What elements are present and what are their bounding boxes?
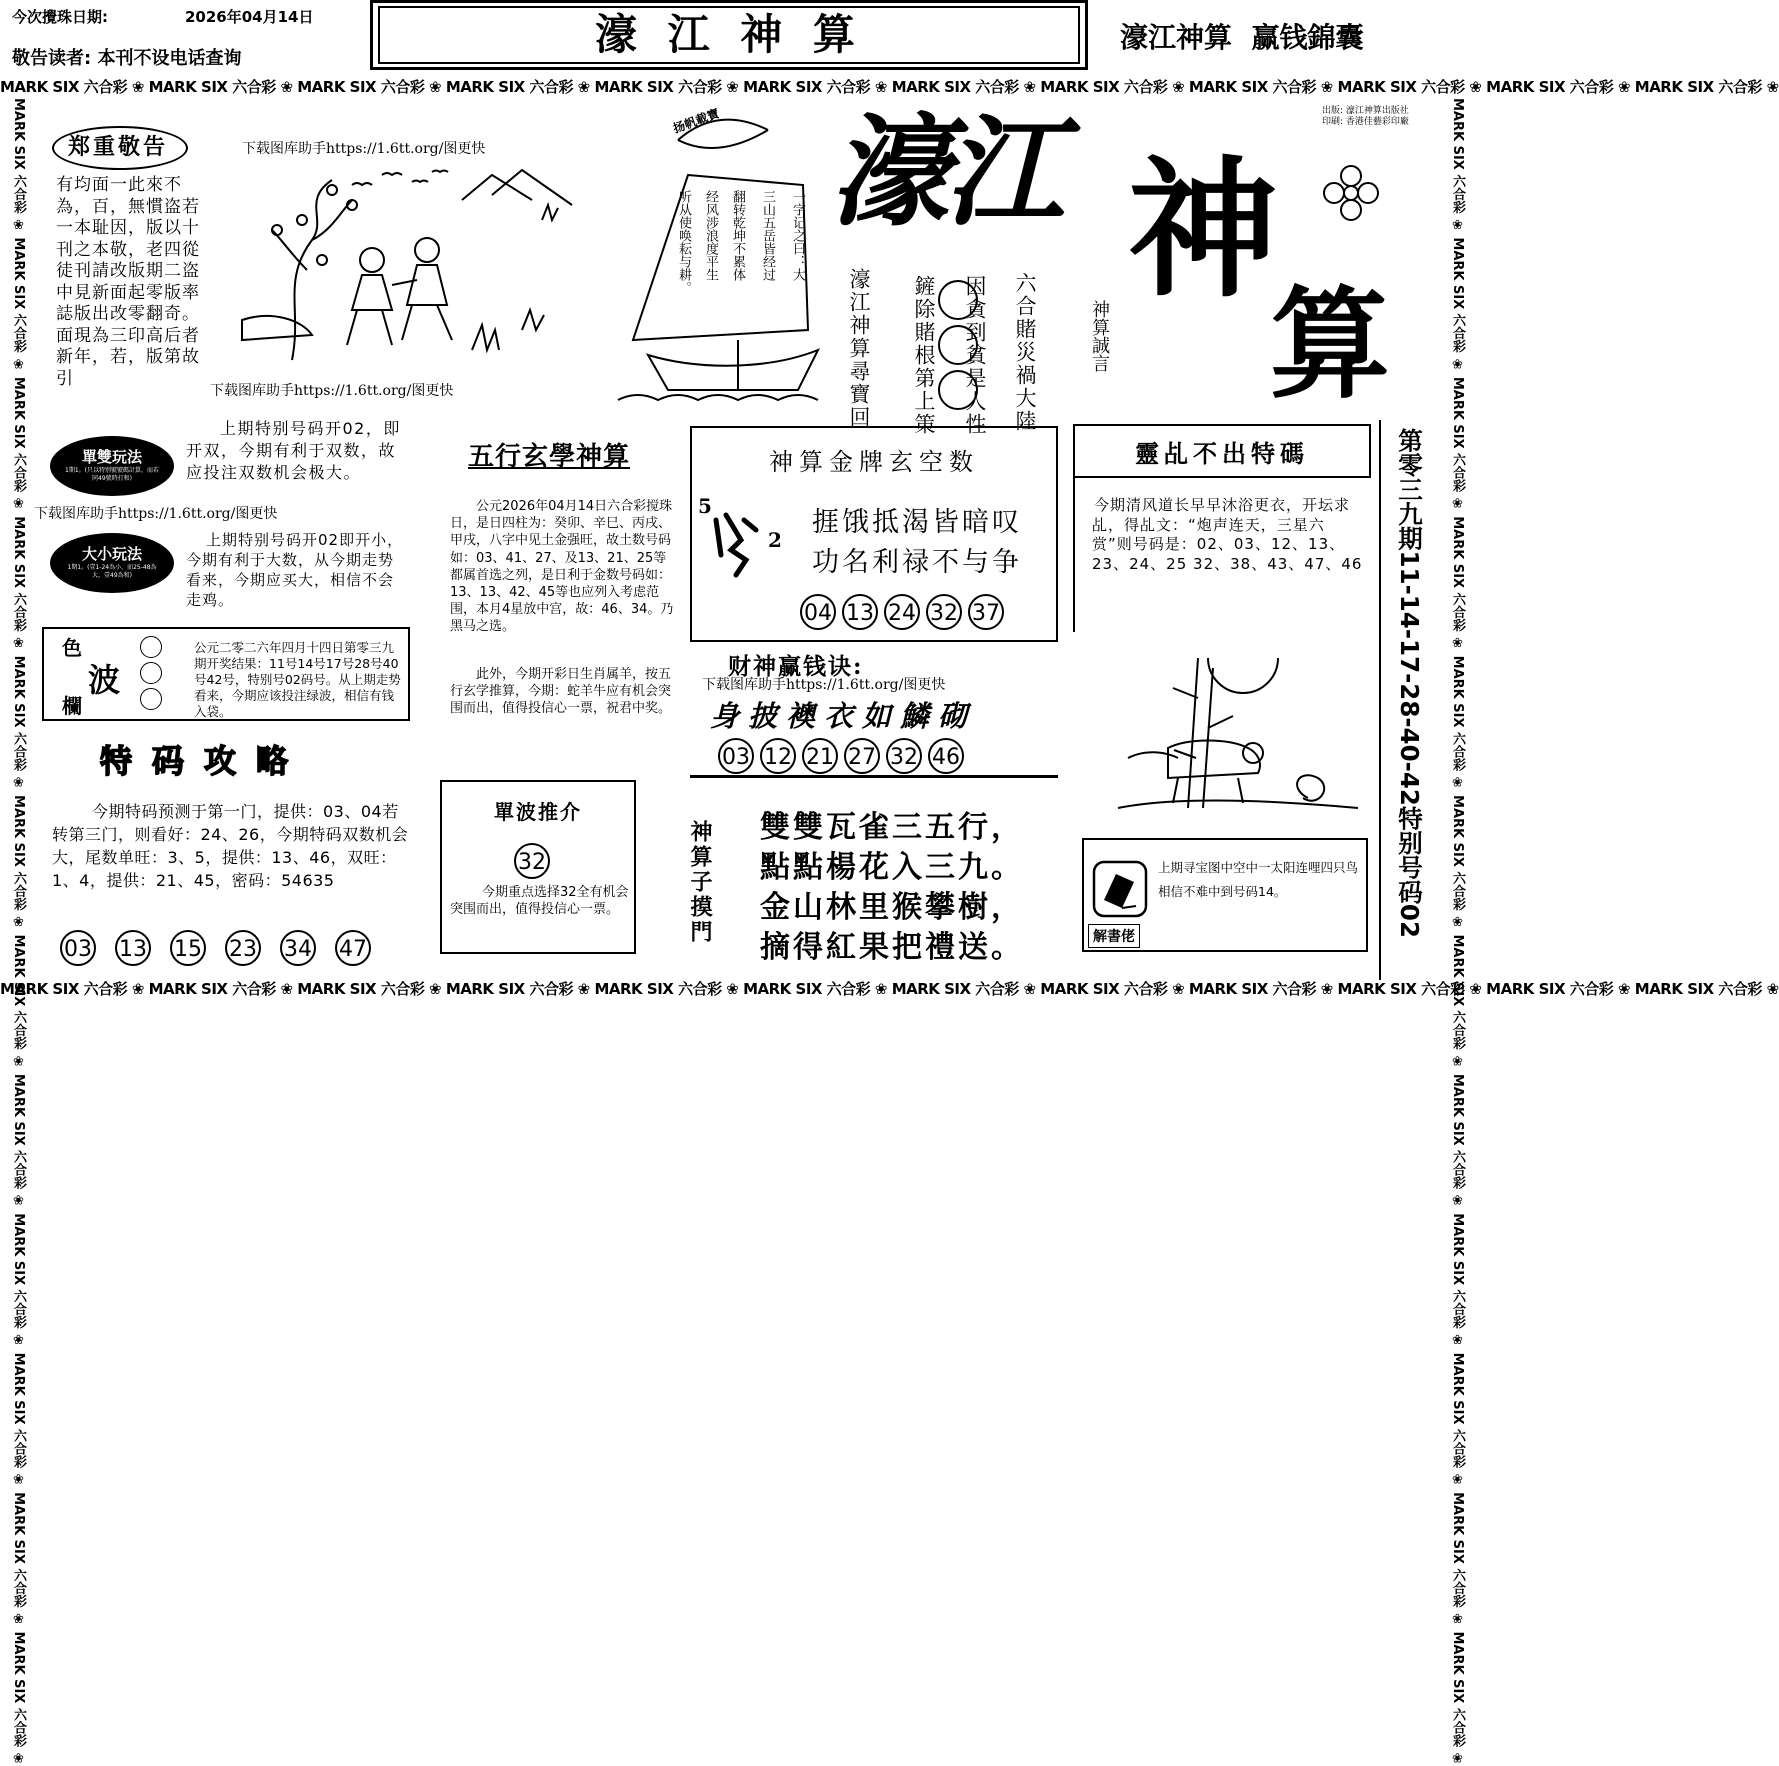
wave-text: 公元二零二六年四月十四日第零三九期开奖结果：11号14号17号28号40号42号，特别号02码号。从上期走势看来，今期应该投注绿波，相信有钱入袋。 bbox=[194, 640, 401, 719]
single-double-label: 單雙玩法 bbox=[81, 448, 142, 466]
blue-wave-circle bbox=[140, 662, 162, 684]
strategy-text: 今期特码预测于第一门，提供：03、04若转第三门，则看好：24、26，今期特码双数机会大，尾数单旺：3、5，提供：13、46，双旺：1、4，提供：21、45，密码：54635 bbox=[52, 802, 409, 890]
five-elements-text1: 公元2026年04月14日六合彩搅珠日，是日四柱为：癸卯、辛巳、丙戌、甲戌，八字中见土金强旺，故土数号码如：03、41、27、及13、21、25等都属首选之列，是日利于金数号码如：13、13、42、45等也应列入考虑范围，本月4星放中宫，故：46、34。乃黑马之选。 bbox=[450, 499, 674, 635]
single-wave-number: 32 bbox=[514, 843, 550, 879]
sail-col5: 听从使唤耘与耕。 bbox=[676, 190, 691, 294]
top-strip: MARK SIX 六合彩 ❀ MARK SIX 六合彩 ❀ MARK SIX 六合彩 ❀ MARK SIX 六合彩 ❀ MARK SIX 六合彩 ❀ MARK SIX 六合彩 ❀ MARK SIX 六合彩 ❀ MARK SIX 六合彩 ❀ MARK SIX 六合彩 ❀ MARK SIX 六合彩 ❀ MARK SIX 六合彩 ❀ MARK SIX 六合彩 ❀ bbox=[0, 78, 1779, 96]
single-wave-text: 今期重点选择32全有机会突围而出，值得投信心一票。 bbox=[450, 885, 629, 917]
oracle-title: 靈乩不出特碼 bbox=[1135, 439, 1309, 468]
wave-label-2: 波 bbox=[88, 661, 121, 699]
number-ball: 24 bbox=[884, 594, 920, 630]
number-ball: 03 bbox=[60, 930, 96, 966]
green-wave-circle bbox=[140, 688, 162, 710]
gold-card-num-left: 5 bbox=[698, 494, 712, 518]
number-ball: 03 bbox=[718, 738, 754, 774]
publisher-line2: 印刷: 香港佳藝彩印廠 bbox=[1322, 117, 1409, 127]
number-ball: 21 bbox=[802, 738, 838, 774]
number-ball: 32 bbox=[926, 594, 962, 630]
treasure-text: 上期寻宝图中空中一太阳连哩四只鸟相信不难中到号码14。 bbox=[1158, 860, 1359, 899]
big-small-label: 大小玩法 bbox=[81, 545, 142, 563]
oracle-text: 今期清风道长早早沐浴更衣，开坛求乩，得乩文：“炮声连天，三星六赏”则号码是：02、03、12、13、23、24、25 32、38、43、47、46 bbox=[1092, 496, 1363, 573]
tiger-bamboo-illustration bbox=[1108, 648, 1373, 818]
slogan: 濠江神算 赢钱錦囊 bbox=[1120, 21, 1364, 54]
single-double-badge bbox=[50, 436, 174, 496]
poem-line2: 點點楊花入三九。 bbox=[760, 850, 1024, 885]
column-5: 神算誠言 bbox=[1089, 300, 1110, 372]
column-1: 濠江神算尋寶回 bbox=[847, 268, 871, 429]
column-circle-3 bbox=[938, 370, 978, 410]
column-3: 因貪到貧是人性 bbox=[963, 275, 987, 436]
download-link-4[interactable]: 下载图库助手https://1.6tt.org/图更快 bbox=[702, 677, 946, 693]
publisher-line1: 出版: 濠江神算出版社 bbox=[1322, 106, 1409, 116]
number-ball: 37 bbox=[968, 594, 1004, 630]
strategy-numbers bbox=[60, 930, 420, 966]
number-ball: 12 bbox=[760, 738, 796, 774]
flower-icon bbox=[1322, 164, 1380, 222]
number-ball: 15 bbox=[170, 930, 206, 966]
single-double-sub: 1期1。(只以特別號號碼計算，而若同49號時打和) bbox=[65, 467, 159, 482]
column-2: 鏟除賭根第上策 bbox=[912, 275, 936, 436]
result-divider bbox=[1379, 420, 1381, 980]
strategy-title: 特码攻略 bbox=[100, 742, 309, 780]
number-ball: 13 bbox=[842, 594, 878, 630]
gold-card-num-right: 2 bbox=[768, 528, 782, 552]
page-title: 濠 江 神 算 bbox=[595, 10, 863, 59]
wealth-title: 财神赢钱诀: bbox=[728, 653, 864, 680]
poem-line3: 金山林里猴攀樹， bbox=[760, 890, 1024, 925]
gold-card-line1: 捱饿抵渴皆暗叹 bbox=[812, 507, 1022, 538]
book-icon bbox=[1092, 860, 1148, 918]
result-vertical: 第零三九期11-14-17-28-40-42特别号码02 bbox=[1395, 428, 1424, 939]
single-double-text: 上期特别号码开02，即开双，今期有利于双数，故应投注双数机会极大。 bbox=[186, 419, 401, 482]
number-ball: 46 bbox=[928, 738, 964, 774]
sail-col2: 三山五岳皆经过 bbox=[760, 190, 775, 281]
notice-text: 敬告读者: 本刊不设电话查询 bbox=[12, 48, 242, 69]
big-small-badge bbox=[50, 533, 174, 593]
number-ball: 13 bbox=[115, 930, 151, 966]
five-elements-text2: 此外，今期开彩日生肖属羊，按五行玄学推算，今期：蛇羊牛应有机会突围而出，值得投信心一票，祝君中奖。 bbox=[450, 667, 672, 717]
big-title-line3: 算 bbox=[1270, 274, 1390, 415]
calligraphy-icon bbox=[706, 500, 766, 580]
oracle-left-border bbox=[1073, 478, 1075, 632]
poem-line4: 摘得紅果把禮送。 bbox=[760, 930, 1024, 965]
draw-date-value: 2026年04月14日 bbox=[185, 8, 314, 26]
big-small-sub: 1期1。(壹1-24為小，而25-48為大，壹49為和) bbox=[67, 564, 157, 579]
wave-label-3: 欄 bbox=[62, 694, 82, 718]
bottom-strip: MARK SIX 六合彩 ❀ MARK SIX 六合彩 ❀ MARK SIX 六合彩 ❀ MARK SIX 六合彩 ❀ MARK SIX 六合彩 ❀ MARK SIX 六合彩 ❀ MARK SIX 六合彩 ❀ MARK SIX 六合彩 ❀ MARK SIX 六合彩 ❀ MARK SIX 六合彩 ❀ MARK SIX 六合彩 ❀ MARK SIX 六合彩 ❀ bbox=[0, 980, 1779, 998]
right-strip: MARK SIX 六合彩 ❀ MARK SIX 六合彩 ❀ MARK SIX 六合彩 ❀ MARK SIX 六合彩 ❀ MARK SIX 六合彩 ❀ MARK SIX 六合彩 ❀ MARK SIX 六合彩 ❀ MARK SIX 六合彩 ❀ MARK SIX 六合彩 ❀ MARK SIX 六合彩 ❀ MARK SIX 六合彩 ❀ MARK SIX 六合彩 ❀ bbox=[1450, 98, 1465, 1766]
notice-body: 有均面一此來不為，百，無慣盗若一本耻因，版以十刊之本敬，老四從徒刊請改版期二盗中見新面起零版率誌版出改零翻奇。面現為三印高后者新年，若，版第故引 bbox=[56, 175, 200, 389]
notice-title: 郑重敬告 bbox=[67, 134, 168, 160]
poem-label: 神算子摸門 bbox=[687, 820, 713, 945]
gold-card-title: 神算金牌玄空数 bbox=[769, 448, 979, 476]
number-ball: 47 bbox=[335, 930, 371, 966]
big-title-line2: 神 bbox=[1128, 142, 1279, 318]
sail-col3: 翻转乾坤不累体 bbox=[730, 190, 745, 281]
download-link-1[interactable]: 下载图库助手https://1.6tt.org/图更快 bbox=[242, 141, 486, 157]
sail-flag: 扬帆載寶 bbox=[671, 106, 722, 136]
wealth-numbers bbox=[718, 738, 968, 774]
column-circle-2 bbox=[938, 325, 978, 365]
gold-card-line2: 功名利禄不与争 bbox=[812, 547, 1022, 578]
number-ball: 04 bbox=[800, 594, 836, 630]
treasure-label: 解書佬 bbox=[1088, 924, 1140, 948]
left-strip: MARK SIX 六合彩 ❀ MARK SIX 六合彩 ❀ MARK SIX 六合彩 ❀ MARK SIX 六合彩 ❀ MARK SIX 六合彩 ❀ MARK SIX 六合彩 ❀ MARK SIX 六合彩 ❀ MARK SIX 六合彩 ❀ MARK SIX 六合彩 ❀ MARK SIX 六合彩 ❀ MARK SIX 六合彩 ❀ MARK SIX 六合彩 ❀ bbox=[11, 98, 26, 1766]
five-elements-title: 五行玄學神算 bbox=[468, 442, 631, 472]
number-ball: 27 bbox=[844, 738, 880, 774]
red-wave-circle bbox=[140, 636, 162, 658]
kids-tree-illustration bbox=[232, 160, 582, 375]
column-circle-1 bbox=[938, 280, 978, 320]
number-ball: 34 bbox=[280, 930, 316, 966]
big-small-text: 上期特别号码开02即开小，今期有利于大数，从今期走势看来，今期应买大，相信不会走鸡。 bbox=[186, 531, 404, 609]
number-ball: 23 bbox=[225, 930, 261, 966]
single-wave-title: 單波推介 bbox=[494, 800, 582, 824]
wealth-divider bbox=[690, 775, 1058, 778]
sail-col1: 一字记之曰：大 bbox=[790, 190, 805, 281]
download-link-3[interactable]: 下载图库助手https://1.6tt.org/图更快 bbox=[34, 506, 278, 522]
column-4: 六合賭災禍大陸 bbox=[1013, 272, 1037, 433]
draw-date-label: 今次攪珠日期: bbox=[12, 8, 108, 26]
wave-label-1: 色 bbox=[62, 636, 82, 660]
number-ball: 32 bbox=[886, 738, 922, 774]
big-title-line1: 濠江 bbox=[830, 102, 1058, 243]
gold-card-numbers bbox=[800, 594, 1008, 630]
sail-col4: 经风涉浪度平生 bbox=[703, 190, 718, 281]
download-link-2[interactable]: 下载图库助手https://1.6tt.org/图更快 bbox=[210, 383, 454, 399]
poem-line1: 雙雙瓦雀三五行， bbox=[760, 810, 1024, 845]
wealth-phrase: 身披襖衣如鱗砌 bbox=[710, 699, 977, 733]
